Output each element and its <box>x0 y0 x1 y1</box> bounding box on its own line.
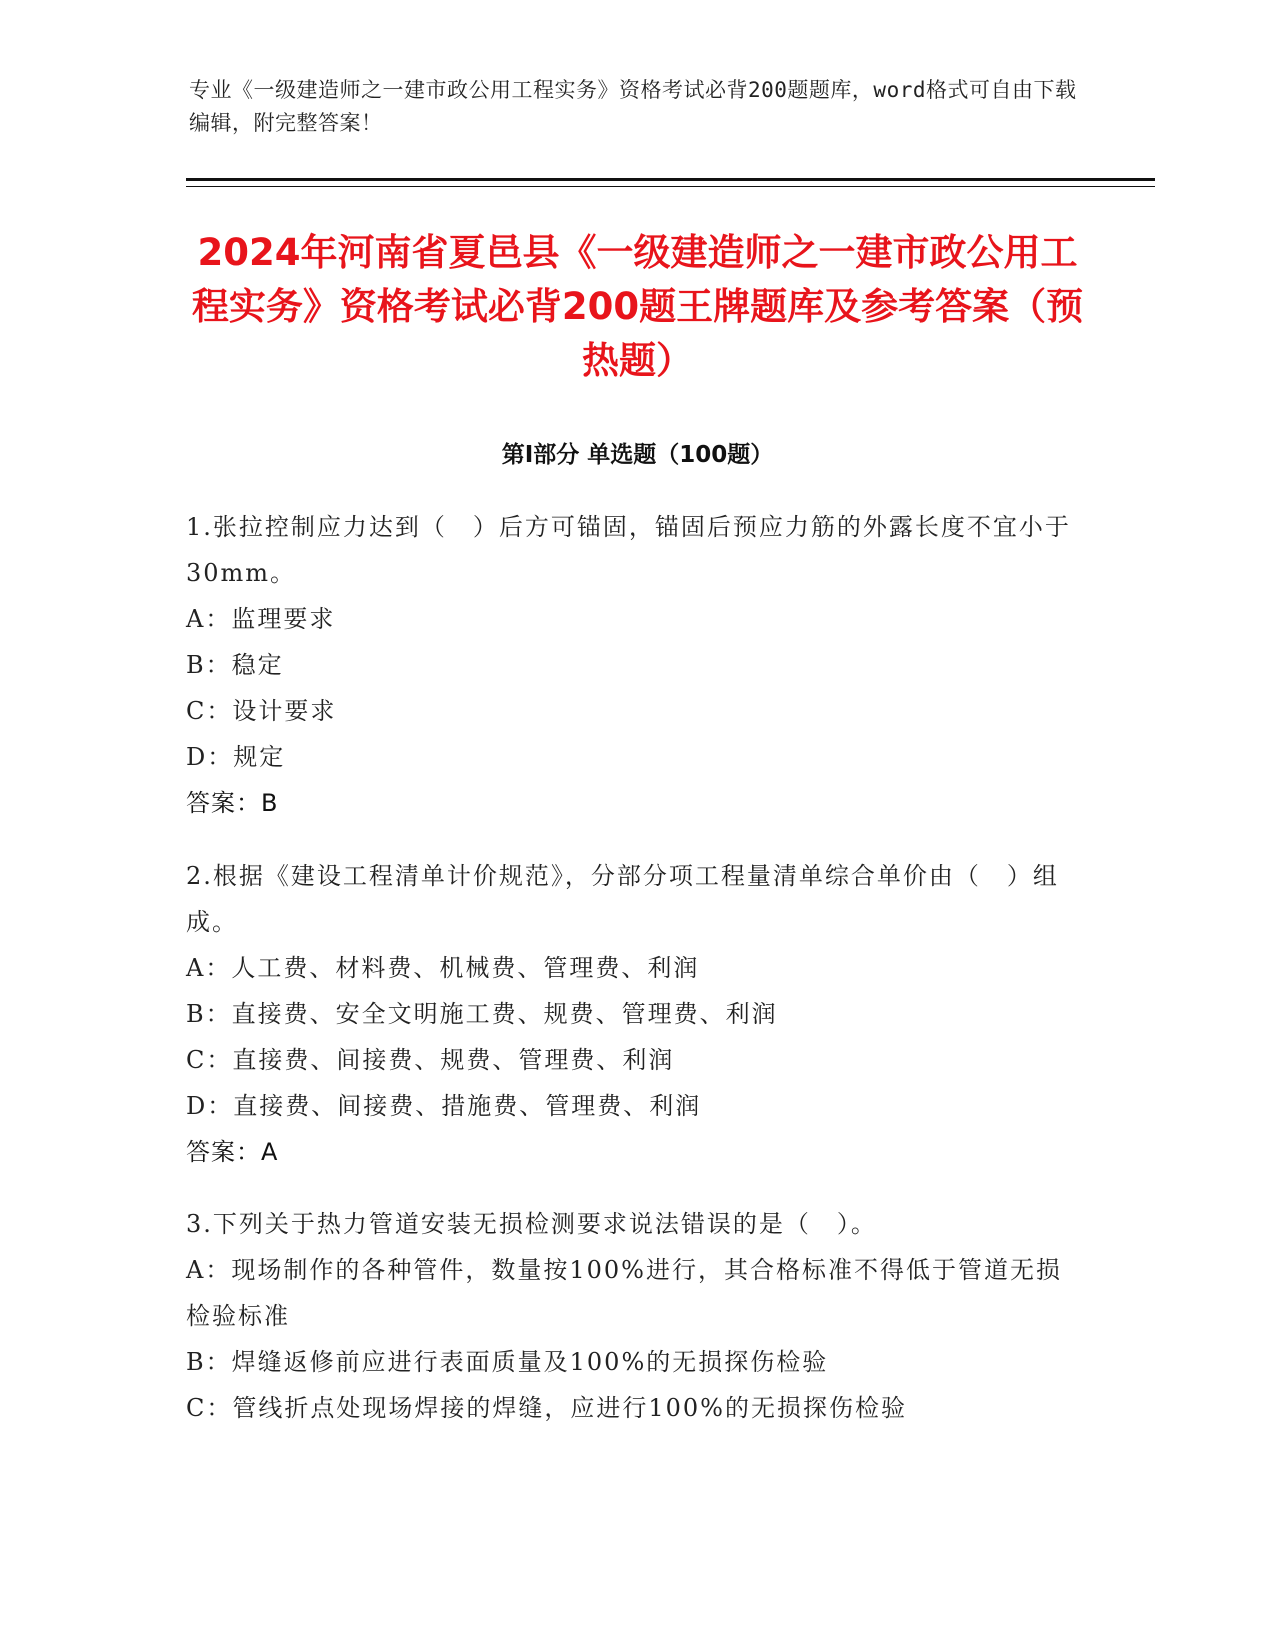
question-stem: 3.下列关于热力管道安装无损检测要求说法错误的是（ ）。 <box>186 1210 877 1238</box>
document-title: 2024年河南省夏邑县《一级建造师之一建市政公用工程实务》资格考试必背200题王牌题库及参考答案（预热题） <box>191 231 1084 382</box>
header-divider-thin <box>186 186 1155 187</box>
option-b: B：直接费、安全文明施工费、规费、管理费、利润 <box>186 1000 778 1028</box>
option-a: A：监理要求 <box>186 605 336 633</box>
answer: 答案：B <box>186 789 279 817</box>
question-stem: 1.张拉控制应力达到（ ）后方可锚固，锚固后预应力筋的外露长度不宜小于30mm。 <box>186 513 1071 587</box>
option-a: A：人工费、材料费、机械费、管理费、利润 <box>186 954 700 982</box>
option-a: A：现场制作的各种管件，数量按100%进行，其合格标准不得低于管道无损检验标准 <box>186 1256 1062 1330</box>
option-b: B：稳定 <box>186 651 284 679</box>
question-stem: 2.根据《建设工程清单计价规范》，分部分项工程量清单综合单价由（ ）组成。 <box>186 862 1059 936</box>
option-d: D：直接费、间接费、措施费、管理费、利润 <box>186 1092 702 1120</box>
question-3 <box>186 1201 1086 1431</box>
option-c: C：直接费、间接费、规费、管理费、利润 <box>186 1046 675 1074</box>
answer: 答案：A <box>186 1138 279 1166</box>
question-2 <box>186 853 1086 1175</box>
option-b: B：焊缝返修前应进行表面质量及100%的无损探伤检验 <box>186 1348 829 1376</box>
option-d: D：规定 <box>186 743 286 771</box>
option-c: C：管线折点处现场焊接的焊缝，应进行100%的无损探伤检验 <box>186 1394 907 1422</box>
header-divider-thick <box>186 178 1155 181</box>
section-title: 第Ⅰ部分 单选题（100题） <box>501 442 774 468</box>
header-note: 专业《一级建造师之一建市政公用工程实务》资格考试必背200题题库，word格式可自由下载编辑，附完整答案！ <box>189 78 1077 135</box>
question-1 <box>186 504 1086 826</box>
option-c: C：设计要求 <box>186 697 337 725</box>
